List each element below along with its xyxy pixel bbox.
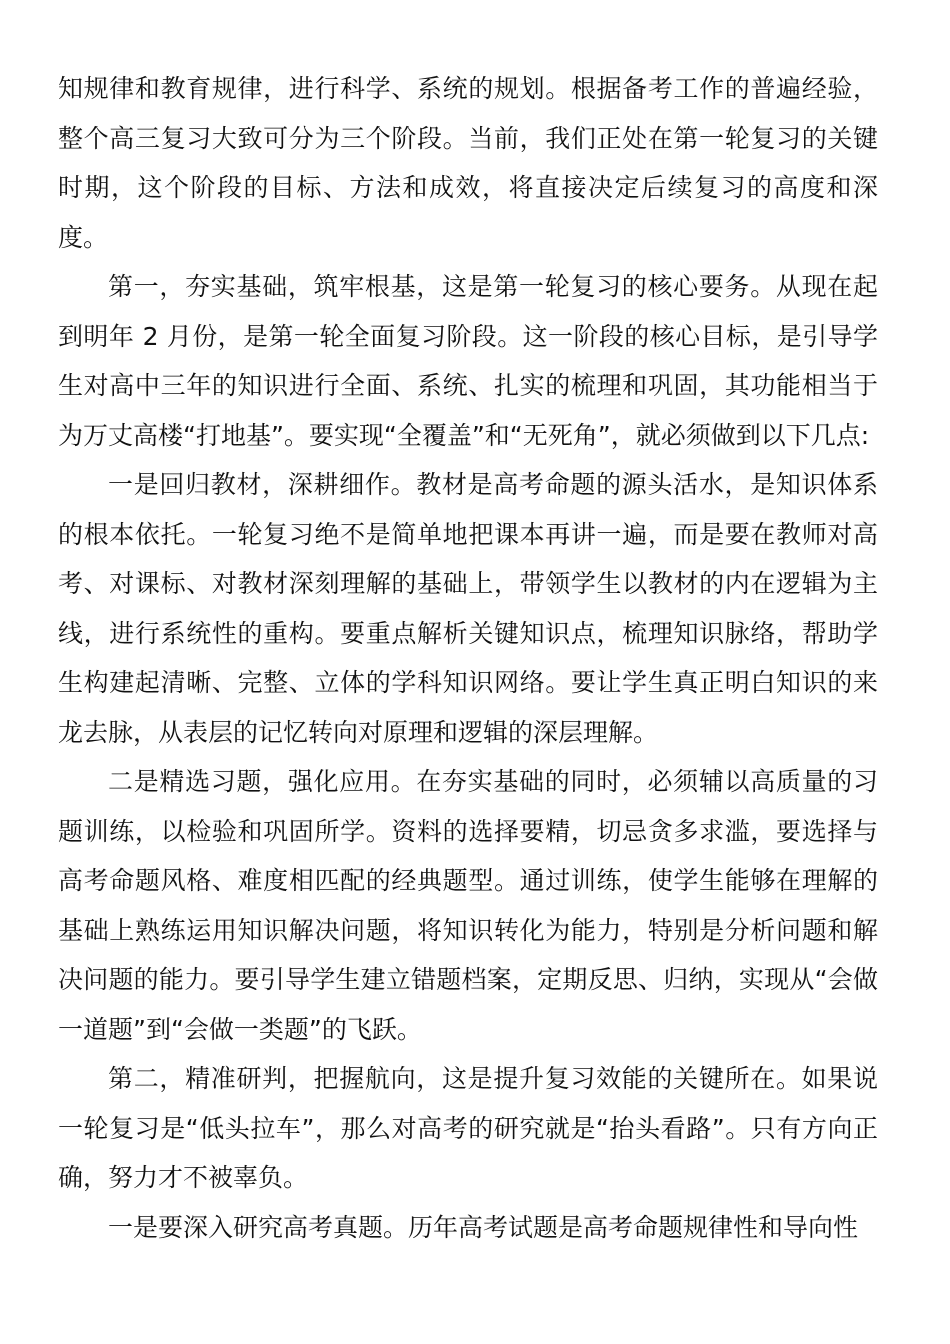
paragraph-intro: 知规律和教育规律，进行科学、系统的规划。根据备考工作的普遍经验，整个高三复习大致可分为三个阶段。当前，我们正处在第一轮复习的关键时期，这个阶段的目标、方法和成效，将直接决定后续复习的高度和深度。 bbox=[58, 74, 878, 252]
document-page bbox=[58, 64, 878, 1252]
paragraph-first-point: 第一，夯实基础，筑牢根基，这是第一轮复习的核心要务。从现在起到明年 2 月份，是第一轮全面复习阶段。这一阶段的核心目标，是引导学生对高中三年的知识进行全面、系统、扎实的梳理和巩固，其功能相当于为万丈高楼“打地基”。要实现“全覆盖”和“无死角”，就必须做到以下几点: bbox=[58, 272, 878, 450]
paragraph-second-point: 第二，精准研判，把握航向，这是提升复习效能的关键所在。如果说一轮复习是“低头拉车”，那么对高考的研究就是“抬头看路”。只有方向正确，努力才不被辜负。 bbox=[58, 1064, 878, 1192]
paragraph-study-exam-questions: 一是要深入研究高考真题。历年高考试题是高考命题规律性和导向性 bbox=[108, 1212, 859, 1242]
paragraph-select-exercises: 二是精选习题，强化应用。在夯实基础的同时，必须辅以高质量的习题训练，以检验和巩固所学。资料的选择要精，切忌贪多求滥，要选择与高考命题风格、难度相匹配的经典题型。通过训练，使学生能够在理解的基础上熟练运用知识解决问题，将知识转化为能力，特别是分析问题和解决问题的能力。要引导学生建立错题档案，定期反思、归纳，实现从“会做一道题”到“会做一类题”的飞跃。 bbox=[58, 767, 878, 1044]
paragraph-return-to-textbook: 一是回归教材，深耕细作。教材是高考命题的源头活水，是知识体系的根本依托。一轮复习绝不是简单地把课本再讲一遍，而是要在教师对高考、对课标、对教材深刻理解的基础上，带领学生以教材的内在逻辑为主线，进行系统性的重构。要重点解析关键知识点，梳理知识脉络，帮助学生构建起清晰、完整、立体的学科知识网络。要让学生真正明白知识的来龙去脉，从表层的记忆转向对原理和逻辑的深层理解。 bbox=[58, 470, 878, 747]
